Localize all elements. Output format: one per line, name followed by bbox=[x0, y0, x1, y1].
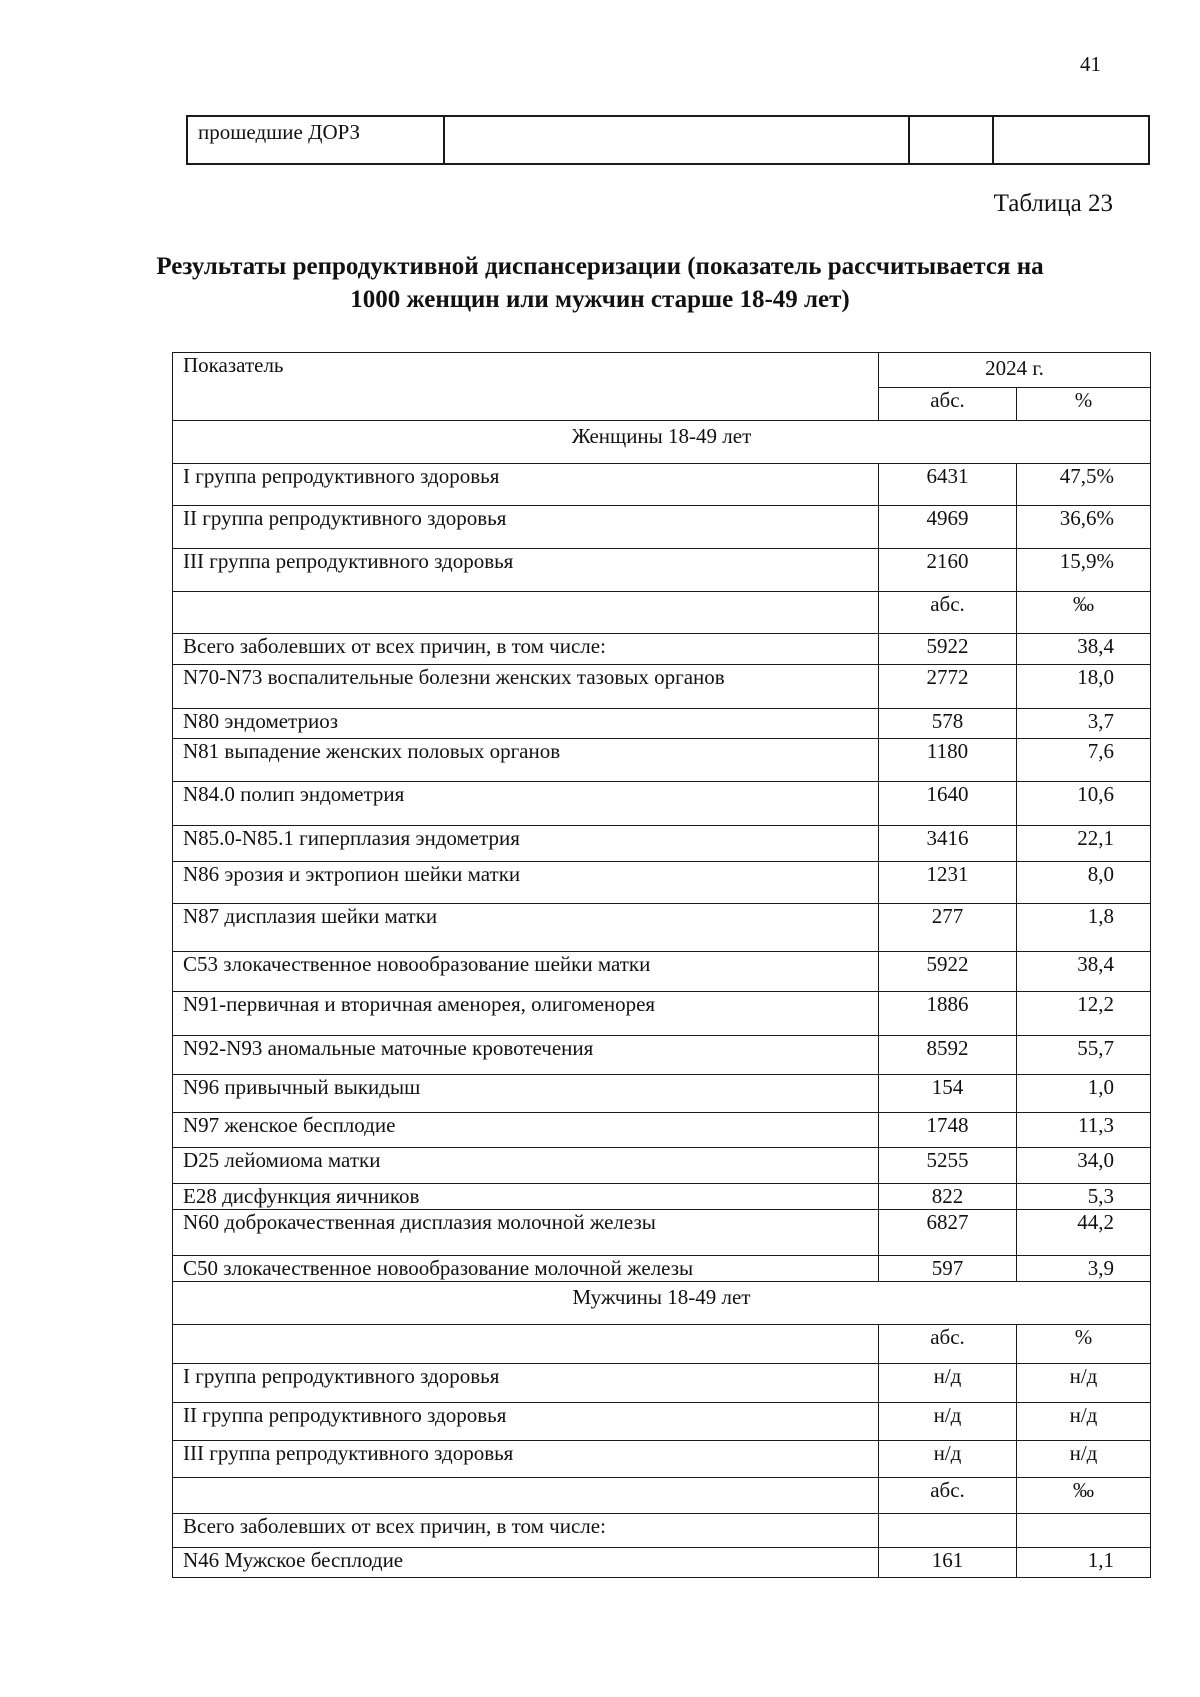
row-abs: 597 bbox=[879, 1256, 1017, 1282]
row-label: N80 эндометриоз bbox=[173, 709, 879, 739]
row-percent: 36,6% bbox=[1017, 506, 1151, 549]
row-abs: 3416 bbox=[879, 826, 1017, 862]
row-abs: 154 bbox=[879, 1075, 1017, 1113]
row-abs: н/д bbox=[879, 1403, 1017, 1441]
table-row bbox=[173, 665, 1151, 709]
row-percent: 15,9% bbox=[1017, 549, 1151, 592]
row-label: N92-N93 аномальные маточные кровотечения bbox=[173, 1036, 879, 1075]
subheader-abs: абс. bbox=[879, 1478, 1017, 1514]
row-value: 11,3 bbox=[1017, 1113, 1151, 1148]
header-percent: % bbox=[1017, 388, 1151, 421]
subheader-row bbox=[173, 592, 1151, 634]
row-abs: 5922 bbox=[879, 952, 1017, 992]
row-abs: 1231 bbox=[879, 862, 1017, 904]
table-row bbox=[173, 464, 1151, 506]
row-label: C53 злокачественное новообразование шейки матки bbox=[173, 952, 879, 992]
table-row bbox=[173, 1548, 1151, 1578]
row-label: II группа репродуктивного здоровья bbox=[173, 506, 879, 549]
row-label: III группа репродуктивного здоровья bbox=[173, 549, 879, 592]
row-abs: 2160 bbox=[879, 549, 1017, 592]
row-abs: 5922 bbox=[879, 634, 1017, 665]
table-row bbox=[173, 1184, 1151, 1210]
row-value: 3,7 bbox=[1017, 709, 1151, 739]
header-row bbox=[173, 353, 1151, 388]
table-row bbox=[173, 709, 1151, 739]
row-value: 44,2 bbox=[1017, 1210, 1151, 1256]
header-indicator: Показатель bbox=[173, 353, 879, 421]
row-abs: н/д bbox=[879, 1364, 1017, 1403]
row-label: III группа репродуктивного здоровья bbox=[173, 1441, 879, 1478]
empty-cell bbox=[173, 1325, 879, 1364]
table-row bbox=[187, 116, 1149, 164]
section-row-men bbox=[173, 1282, 1151, 1325]
row-label: N86 эрозия и эктропион шейки матки bbox=[173, 862, 879, 904]
row-abs: 277 bbox=[879, 904, 1017, 952]
row-abs: 161 bbox=[879, 1548, 1017, 1578]
row-label: II группа репродуктивного здоровья bbox=[173, 1403, 879, 1441]
row-abs: 1886 bbox=[879, 992, 1017, 1036]
row-label: N46 Мужское бесплодие bbox=[173, 1548, 879, 1578]
table-row bbox=[173, 1256, 1151, 1282]
subheader-permille: ‰ bbox=[1017, 592, 1151, 634]
row-value: 22,1 bbox=[1017, 826, 1151, 862]
table-title: Результаты репродуктивной диспансеризации (показатель рассчитывается на 1000 женщин или мужчин старше 18-49 лет) bbox=[156, 253, 1044, 313]
row-label: C50 злокачественное новообразование молочной железы bbox=[173, 1256, 879, 1282]
empty-cell bbox=[173, 592, 879, 634]
table-row bbox=[173, 1210, 1151, 1256]
row-label: N87 дисплазия шейки матки bbox=[173, 904, 879, 952]
row-value bbox=[1017, 1514, 1151, 1548]
row-label: N85.0-N85.1 гиперплазия эндометрия bbox=[173, 826, 879, 862]
table-row bbox=[173, 1441, 1151, 1478]
row-value: 18,0 bbox=[1017, 665, 1151, 709]
subheader-row bbox=[173, 1478, 1151, 1514]
subheader-abs: абс. bbox=[879, 592, 1017, 634]
table-row bbox=[173, 1514, 1151, 1548]
table-row bbox=[173, 1403, 1151, 1441]
row-label: D25 лейомиома матки bbox=[173, 1148, 879, 1184]
row-abs: 578 bbox=[879, 709, 1017, 739]
table-row bbox=[173, 1036, 1151, 1075]
row-value: 7,6 bbox=[1017, 739, 1151, 782]
table-row bbox=[173, 952, 1151, 992]
row-value: 1,1 bbox=[1017, 1548, 1151, 1578]
row-abs: н/д bbox=[879, 1441, 1017, 1478]
row-value: 1,0 bbox=[1017, 1075, 1151, 1113]
section-row-women bbox=[173, 421, 1151, 464]
row-label: N70-N73 воспалительные болезни женских тазовых органов bbox=[173, 665, 879, 709]
row-abs: 1640 bbox=[879, 782, 1017, 826]
table-row bbox=[173, 782, 1151, 826]
table-row bbox=[173, 739, 1151, 782]
row-value: 5,3 bbox=[1017, 1184, 1151, 1210]
row-label: N97 женское бесплодие bbox=[173, 1113, 879, 1148]
section-title-men: Мужчины 18-49 лет bbox=[173, 1282, 1151, 1325]
subheader-abs: абс. bbox=[879, 1325, 1017, 1364]
row-value: 1,8 bbox=[1017, 904, 1151, 952]
row-value: 38,4 bbox=[1017, 952, 1151, 992]
table-row bbox=[173, 826, 1151, 862]
row-abs: 5255 bbox=[879, 1148, 1017, 1184]
row-label: N81 выпадение женских половых органов bbox=[173, 739, 879, 782]
row-label: I группа репродуктивного здоровья bbox=[173, 1364, 879, 1403]
row-abs: 1180 bbox=[879, 739, 1017, 782]
row-percent: н/д bbox=[1017, 1403, 1151, 1441]
row-value: 3,9 bbox=[1017, 1256, 1151, 1282]
row-value: 10,6 bbox=[1017, 782, 1151, 826]
subheader-row bbox=[173, 1325, 1151, 1364]
row-abs: 1748 bbox=[879, 1113, 1017, 1148]
row-value: 55,7 bbox=[1017, 1036, 1151, 1075]
table-row bbox=[173, 862, 1151, 904]
row-label: Всего заболевших от всех причин, в том числе: bbox=[173, 634, 879, 665]
row-label: I группа репродуктивного здоровья bbox=[173, 464, 879, 506]
table-cell bbox=[909, 116, 993, 164]
row-percent: н/д bbox=[1017, 1364, 1151, 1403]
table-row bbox=[173, 904, 1151, 952]
header-abs: абс. bbox=[879, 388, 1017, 421]
row-abs: 2772 bbox=[879, 665, 1017, 709]
row-label: E28 дисфункция яичников bbox=[173, 1184, 879, 1210]
table-row bbox=[173, 1075, 1151, 1113]
row-abs: 6431 bbox=[879, 464, 1017, 506]
table-row bbox=[173, 992, 1151, 1036]
row-label: N91-первичная и вторичная аменорея, олигоменорея bbox=[173, 992, 879, 1036]
table-row bbox=[173, 1113, 1151, 1148]
section-title-women: Женщины 18-49 лет bbox=[173, 421, 1151, 464]
row-label: N84.0 полип эндометрия bbox=[173, 782, 879, 826]
results-table bbox=[172, 352, 1151, 1578]
table-cell: прошедшие ДОРЗ bbox=[187, 116, 444, 164]
row-value: 12,2 bbox=[1017, 992, 1151, 1036]
empty-cell bbox=[173, 1478, 879, 1514]
row-abs: 8592 bbox=[879, 1036, 1017, 1075]
page-number: 41 bbox=[1080, 52, 1101, 76]
header-year: 2024 г. bbox=[879, 353, 1151, 388]
row-abs: 6827 bbox=[879, 1210, 1017, 1256]
row-label: N96 привычный выкидыш bbox=[173, 1075, 879, 1113]
continuation-table bbox=[186, 115, 1150, 165]
row-label: Всего заболевших от всех причин, в том числе: bbox=[173, 1514, 879, 1548]
table-cell bbox=[444, 116, 909, 164]
row-abs: 822 bbox=[879, 1184, 1017, 1210]
table-row bbox=[173, 634, 1151, 665]
table-row bbox=[173, 1148, 1151, 1184]
row-percent: н/д bbox=[1017, 1441, 1151, 1478]
row-value: 38,4 bbox=[1017, 634, 1151, 665]
table-caption: Таблица 23 bbox=[993, 190, 1113, 217]
row-percent: 47,5% bbox=[1017, 464, 1151, 506]
table-row bbox=[173, 1364, 1151, 1403]
row-value: 34,0 bbox=[1017, 1148, 1151, 1184]
table-row bbox=[173, 549, 1151, 592]
row-abs: 4969 bbox=[879, 506, 1017, 549]
subheader-percent: % bbox=[1017, 1325, 1151, 1364]
row-value: 8,0 bbox=[1017, 862, 1151, 904]
table-row bbox=[173, 506, 1151, 549]
table-cell bbox=[993, 116, 1149, 164]
subheader-permille: ‰ bbox=[1017, 1478, 1151, 1514]
row-abs bbox=[879, 1514, 1017, 1548]
row-label: N60 доброкачественная дисплазия молочной железы bbox=[173, 1210, 879, 1256]
